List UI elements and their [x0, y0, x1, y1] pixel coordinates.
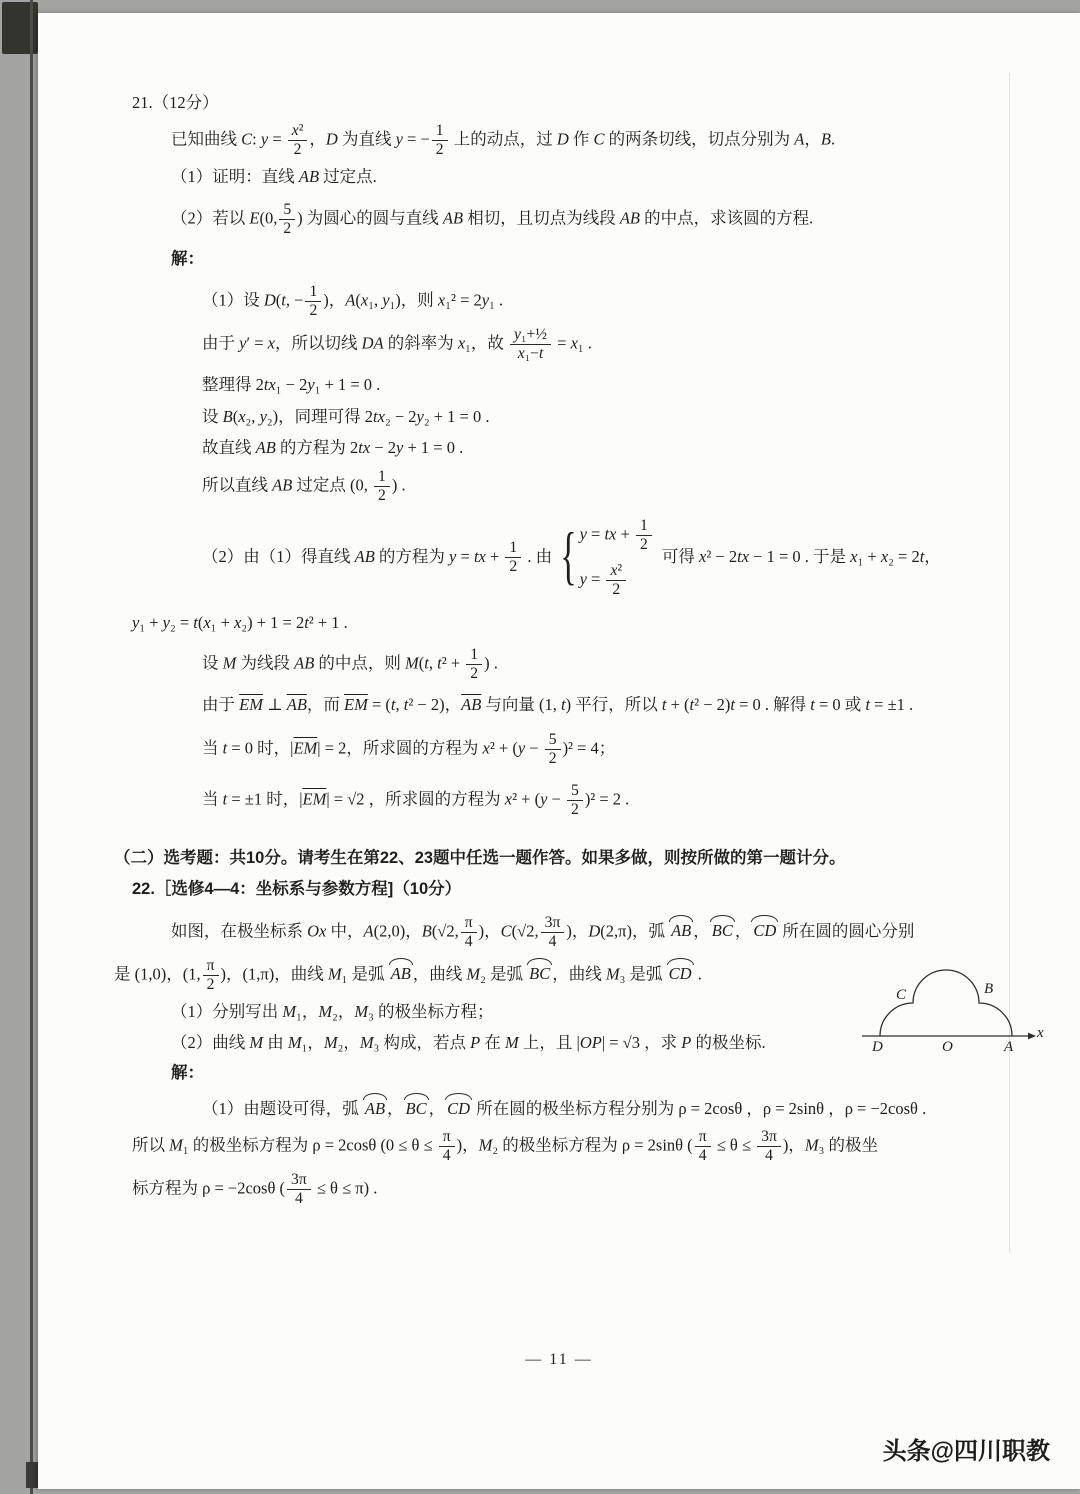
polar-arcs-figure — [856, 952, 1048, 1062]
page-content — [114, 91, 1044, 1218]
section-2-title: （二）选考题：共10分。请考生在第22、23题中任选一题作答。如果多做，则按所做的第一题计分。 — [114, 848, 846, 867]
solution-21-step-4: 设 B(x₂, y₂)，同理可得 2tx₂ − 2y₂ + 1 = 0 . — [202, 406, 490, 426]
figure-label-C: C — [896, 986, 907, 1003]
solution-21-step-5: 故直线 AB 的方程为 2tx − 2y + 1 = 0 . — [202, 438, 464, 458]
solution-22-step-3: 标方程为 ρ = −2cosθ ( $\frac{3\pi}{4}$ ≤ θ ≤ π) . — [132, 1171, 378, 1208]
watermark: 头条@四川职教 — [882, 1438, 1050, 1465]
page-number: — 11 — — [525, 1351, 593, 1368]
solution-21-step-7: （2）由（1）得直线 AB 的方程为 y = tx + $\frac{1}{2}$ . 由 { y = tx + $\frac{1}{2}$ y = $\frac{\text{x²}}{2}$ 可得 x² − 2tx − 1 = 0 . 于是 x₁ + x₂ = 2t， — [202, 516, 941, 598]
problem-22-solution-label: 解： — [171, 1064, 204, 1083]
solution-21-step-11: 当 t = 0 时，$|\overline{EM}| = 2$，所求圆的方程为 x² + (y − $\frac{5}{2}$ )² = 4； — [202, 730, 616, 767]
figure-label-D: D — [872, 1038, 883, 1055]
problem-22-part2: （2）曲线 M 由 M₁，M₂，M₃ 构成，若点 P 在 M 上，且 |OP| = √3 ，求 P 的极坐标. — [171, 1033, 766, 1053]
figure-label-B: B — [984, 980, 994, 997]
figure-label-O: O — [942, 1038, 953, 1055]
solution-21-step-3: 整理得 2tx₁ − 2y₁ + 1 = 0 . — [202, 375, 381, 395]
scan-bottom-mark — [26, 1462, 38, 1488]
scan-edge-shadow — [30, 0, 33, 1494]
figure-label-A: A — [1004, 1038, 1014, 1055]
solution-21-step-6: 所以直线 AB 过定点 (0, $\frac{1}{2}$ ) . — [202, 467, 406, 504]
problem-22-header: 22.［选修4—4：坐标系与参数方程]（10分） — [132, 880, 462, 899]
solution-21-step-10: 由于 $\overline{EM}$ ⊥ $\overline{AB}$，而 $\overline{EM} = (t$, t² − 2)，$\overline{AB}$ 与向量 (1, t) 平行，所以 t + (t² − 2)t = 0 . 解得 t = 0 或 t = ±1 . — [202, 695, 914, 715]
solution-21-step-8: y₁ + y₂ = t(x₁ + x₂) + 1 = 2t² + 1 . — [132, 612, 348, 632]
solution-21-step-1: （1）设 D(t, − $\frac{1}{2}$ )，A(x₁, y₁)，则 x₁² = 2y₁ . — [202, 283, 504, 320]
curve-M-arcs — [880, 970, 1012, 1036]
figure-label-x: x — [1037, 1024, 1044, 1041]
problem-22-block — [114, 914, 1044, 1055]
problem-22-given-2: 是 (1,0)，(1, $\frac{\pi}{2}$ )，(1,π)，曲线 M₁ 是弧 AB ，曲线 M₂ 是弧 BC ，曲线 M₃ 是弧 CD . — [114, 956, 702, 993]
solution-22-step-1: （1）由题设可得，弧 AB ， BC ， CD 所在圆的极坐标方程分别为 ρ = 2cosθ ，ρ = 2sinθ ，ρ = −2cosθ . — [202, 1094, 1044, 1120]
problem-21-given: 已知曲线 C: y = $\frac{\text{x²}}{2}$ ，D 为直线 y = − $\frac{1}{2}$ 上的动点，过 D 作 C 的两条切线，切点分别为 A，B. — [171, 122, 836, 159]
solution-22-step-2: 所以 M₁ 的极坐标方程为 ρ = 2cosθ (0 ≤ θ ≤ $\frac{\pi}{4}$ )，M₂ 的极坐标方程为 ρ = 2sinθ ( $\frac{\pi}{4}$ ≤ θ ≤ $\frac{3\pi}{4}$ )，M₃ 的极坐 — [132, 1128, 878, 1165]
solution-21-step-2: 由于 y′ = x，所以切线 DA 的斜率为 x₁，故 $\frac{\text{y₁+½}}{\text{x₁−t}}$ = x₁ . — [202, 326, 592, 363]
solution-21-step-9: 设 M 为线段 AB 的中点，则 M(t, t² + $\frac{1}{2}$ ) . — [202, 646, 498, 683]
problem-21-part1: （1）证明：直线 AB 过定点. — [171, 167, 377, 187]
problem-22-part1: （1）分别写出 M₁，M₂，M₃ 的极坐标方程； — [171, 1001, 494, 1021]
exam-page — [38, 13, 1080, 1489]
problem-21-header: 21.（12分） — [132, 93, 219, 112]
solution-21-step-12: 当 t = ±1 时，$|\overline{EM}| = √2$ ，所求圆的方程为 x² + (y − $\frac{5}{2}$ )² = 2 . — [202, 781, 630, 818]
x-axis-arrow — [1028, 1032, 1036, 1039]
problem-21-part2: （2）若以 E(0, $\frac{5}{2}$ ) 为圆心的圆与直线 AB 相切，且切点为线段 AB 的中点，求该圆的方程. — [171, 200, 814, 237]
problem-21-solution-label: 解： — [171, 249, 204, 268]
problem-22-given-1: 如图，在极坐标系 Ox 中，A(2,0)，B(√2, $\frac{\pi}{4}$ )，C(√2, $\frac{3\pi}{4}$ )，D(2,π)，弧 AB ， BC ， CD 所在圆的圆心分别 — [171, 913, 915, 950]
